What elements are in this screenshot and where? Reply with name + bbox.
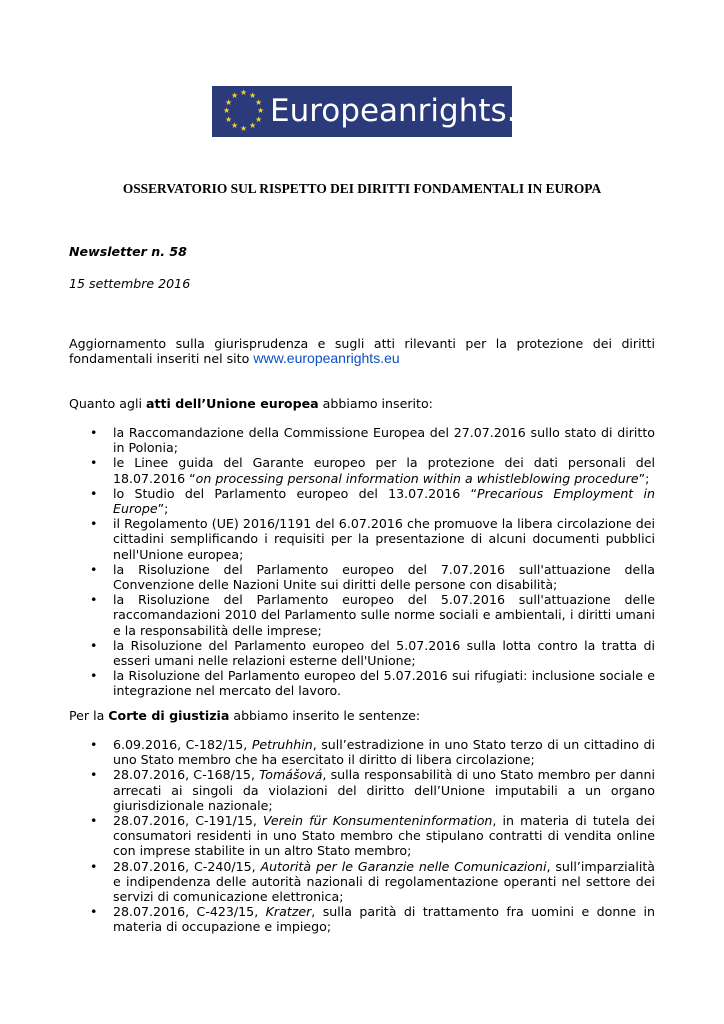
- list-item: • lo Studio del Parlamento europeo del 13.07.2016 “Precarious Employment in Europe”;: [90, 485, 656, 517]
- bullet-icon: •: [90, 668, 98, 684]
- europeanrights-logo: [212, 86, 556, 137]
- newsletter-number: Newsletter n. 58: [69, 244, 187, 259]
- bullet-icon: •: [90, 637, 98, 653]
- section-ue-post: abbiamo inserito:: [318, 396, 433, 411]
- newsletter-date: 15 settembre 2016: [69, 276, 191, 291]
- list-item: • 28.07.2016, C-240/15, Autorità per le Garanzie nelle Comunicazioni, sull’imparzialità e indipendenza delle autorità nazionali di regolamentazione operanti nel settore dei servizi di comunicazione elettronica;: [90, 858, 656, 905]
- bullet-icon: •: [90, 425, 98, 440]
- bullet-icon: •: [90, 813, 98, 829]
- section-cg-post: abbiamo inserito le sentenze:: [229, 708, 421, 723]
- bullet-icon: •: [90, 858, 98, 874]
- bullet-icon: •: [90, 455, 98, 471]
- bullet-icon: •: [90, 904, 98, 920]
- bullet-icon: •: [90, 516, 98, 532]
- list-item: • le Linee guida del Garante europeo per la protezione dei dati personali del 18.07.2016 “on processing personal information within a whistleblowing procedure”;: [90, 455, 655, 486]
- bullet-icon: •: [90, 767, 98, 783]
- section-ue-bold: atti dell’Unione europea: [145, 396, 319, 411]
- list-item: • la Risoluzione del Parlamento europeo del 5.07.2016 sui rifugiati: inclusione sociale e integrazione nel mercato del lavoro.: [90, 668, 655, 699]
- intro-paragraph: [69, 336, 655, 366]
- list-item: • 6.09.2016, C-182/15, Petruhhin, sull’estradizione in uno Stato terzo di un cittadino di uno Stato membro che ha esercitato il diritto di libera circolazione;: [90, 737, 655, 768]
- bullet-icon: •: [90, 561, 98, 577]
- list-item: • 28.07.2016, C-168/15, Tomášová, sulla responsabilità di uno Stato membro per danni arrecati ai singoli da violazioni del diritto dell’Unione imputabili a un organo giurisdizionale nazionale;: [90, 767, 655, 813]
- list-item: • la Risoluzione del Parlamento europeo del 5.07.2016 sull'attuazione delle raccomandazioni 2010 del Parlamento sulle norme sociali e ambientali, i diritti umani e la responsabilità delle imprese;: [90, 592, 655, 638]
- section-cg-pre: Per la: [69, 708, 109, 723]
- list-item: • 28.07.2016, C-423/15, Kratzer, sulla parità di trattamento fra uomini e donne in materia di occupazione e impiego;: [90, 904, 656, 935]
- bullet-icon: •: [90, 485, 98, 501]
- list-item: • la Raccomandazione della Commissione Europea del 27.07.2016 sullo stato di diritto in Polonia;: [90, 425, 655, 456]
- bullet-icon: •: [90, 737, 98, 752]
- court-judgments-list: [90, 737, 656, 935]
- section-ue-pre: Quanto agli: [69, 396, 146, 411]
- section-heading-ue: [69, 396, 655, 411]
- section-heading-cg: [69, 708, 655, 723]
- list-item: • la Risoluzione del Parlamento europeo del 5.07.2016 sulla lotta contro la tratta di esseri umani nelle relazioni esterne dell'Unione;: [90, 637, 655, 669]
- intro-text: Aggiornamento sulla giurisprudenza e sugli atti rilevanti per la protezione dei diritti fondamentali inseriti nel sito: [69, 336, 655, 367]
- ue-acts-list: [90, 425, 656, 699]
- bullet-icon: •: [90, 592, 98, 608]
- section-cg-bold: Corte di giustizia: [108, 708, 230, 723]
- list-item: • la Risoluzione del Parlamento europeo del 7.07.2016 sull'attuazione della Convenzione delle Nazioni Unite sui diritti delle persone con disabilità;: [90, 561, 655, 593]
- list-item: • il Regolamento (UE) 2016/1191 del 6.07.2016 che promuove la libera circolazione dei cittadini semplificando i requisiti per la presentazione di alcuni documenti pubblici nell'Unione europea;: [90, 516, 655, 562]
- list-item: • 28.07.2016, C-191/15, Verein für Konsumenteninformation, in materia di tutela dei consumatori residenti in uno Stato membro che stipulano contratti di vendita online con imprese stabilite in un altro Stato membro;: [90, 813, 656, 859]
- site-link[interactable]: www.europeanrights.eu: [253, 350, 400, 367]
- logo-text: Europeanrights.eu: [270, 93, 556, 129]
- page-title: OSSERVATORIO SUL RISPETTO DEI DIRITTI FONDAMENTALI IN EUROPA: [122, 181, 602, 196]
- eu-stars-icon: ★ ★ ★ ★ ★ ★ ★ ★ ★ ★ ★ ★: [223, 88, 265, 133]
